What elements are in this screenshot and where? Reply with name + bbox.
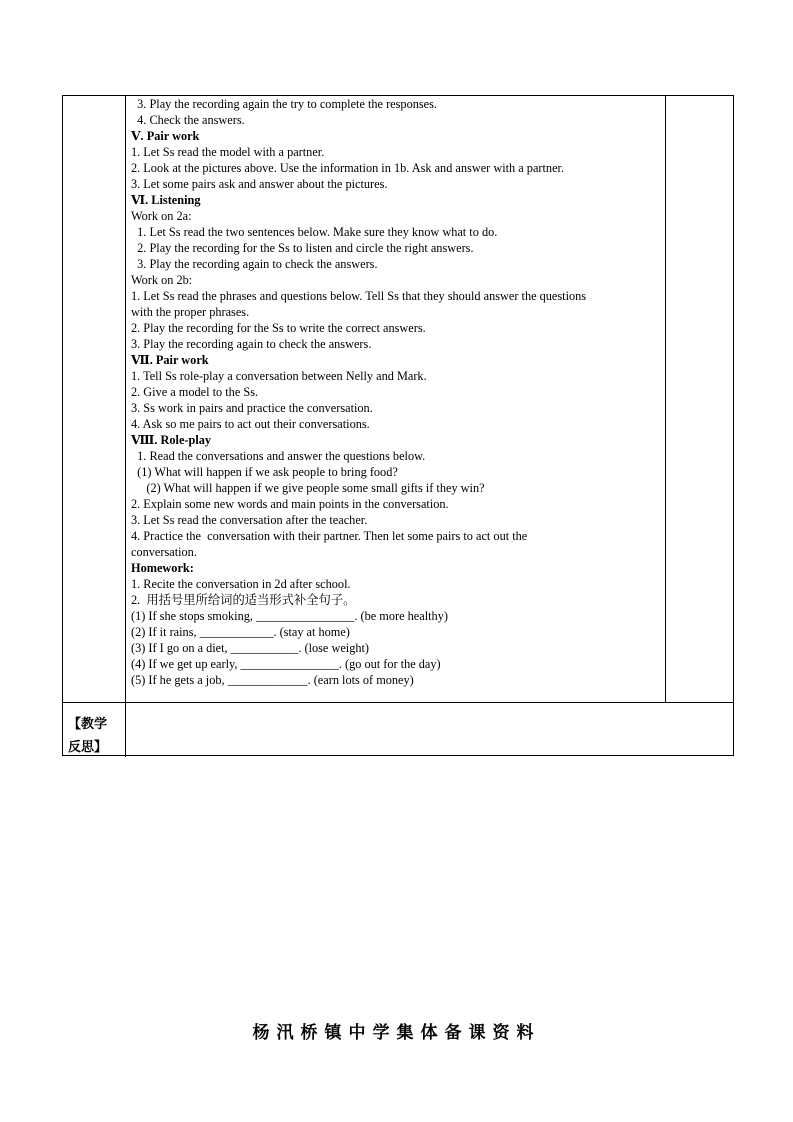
reflection-label-line1: 【教学 bbox=[68, 717, 108, 732]
lesson-line: conversation. bbox=[131, 545, 197, 559]
lesson-line: (3) If I go on a diet, ___________. (lose weight) bbox=[131, 641, 370, 655]
teaching-reflection-label bbox=[63, 703, 125, 757]
lesson-line: 1. Let Ss read the phrases and questions below. Tell Ss that they should answer the questions bbox=[131, 289, 587, 303]
lesson-line: 3. Ss work in pairs and practice the conversation. bbox=[131, 401, 373, 415]
lesson-line: with the proper phrases. bbox=[131, 305, 250, 319]
lesson-line: Ⅵ. Listening bbox=[131, 193, 201, 207]
lesson-plan-table bbox=[62, 95, 734, 756]
column-divider-left bbox=[125, 96, 126, 757]
lesson-steps bbox=[131, 96, 665, 688]
row-divider bbox=[63, 702, 733, 703]
lesson-line: 1. Let Ss read the two sentences below. Make sure they know what to do. bbox=[131, 225, 498, 239]
lesson-line: Ⅷ. Role-play bbox=[131, 433, 212, 447]
column-divider-right bbox=[665, 96, 666, 703]
lesson-line: (1) What will happen if we ask people to bring food? bbox=[131, 465, 398, 479]
lesson-line: 4. Check the answers. bbox=[131, 113, 245, 127]
lesson-line: 4. Practice the conversation with their partner. Then let some pairs to act out the bbox=[131, 529, 528, 543]
lesson-line: 1. Let Ss read the model with a partner. bbox=[131, 145, 325, 159]
lesson-line: 3. Let Ss read the conversation after the teacher. bbox=[131, 513, 368, 527]
lesson-line: (5) If he gets a job, _____________. (earn lots of money) bbox=[131, 673, 414, 687]
lesson-line: (2) What will happen if we give people some small gifts if they win? bbox=[131, 481, 485, 495]
lesson-line: 3. Play the recording again the try to complete the responses. bbox=[131, 97, 437, 111]
lesson-line: 1. Read the conversations and answer the questions below. bbox=[131, 449, 426, 463]
reflection-label-line2: 反思】 bbox=[68, 740, 108, 755]
lesson-line: 2. Explain some new words and main points in the conversation. bbox=[131, 497, 449, 511]
page-footer: 杨汛桥镇中学集体备课资料 bbox=[252, 1023, 541, 1043]
lesson-line: 1. Recite the conversation in 2d after school. bbox=[131, 577, 351, 591]
lesson-line: Ⅴ. Pair work bbox=[131, 129, 200, 143]
lesson-line: 3. Play the recording again to check the answers. bbox=[131, 337, 372, 351]
lesson-line: 4. Ask so me pairs to act out their conversations. bbox=[131, 417, 370, 431]
lesson-line: 1. Tell Ss role-play a conversation between Nelly and Mark. bbox=[131, 369, 427, 383]
lesson-line: 2. Play the recording for the Ss to write the correct answers. bbox=[131, 321, 426, 335]
lesson-line: (1) If she stops smoking, ________________. (be more healthy) bbox=[131, 609, 448, 623]
lesson-line: 2. Look at the pictures above. Use the information in 1b. Ask and answer with a partner. bbox=[131, 161, 565, 175]
lesson-line: (4) If we get up early, ________________. (go out for the day) bbox=[131, 657, 441, 671]
lesson-line: 2. 用括号里所给词的适当形式补全句子。 bbox=[131, 593, 356, 607]
lesson-line: Work on 2a: bbox=[131, 209, 192, 223]
lesson-line: 3. Let some pairs ask and answer about the pictures. bbox=[131, 177, 388, 191]
lesson-line: 2. Play the recording for the Ss to listen and circle the right answers. bbox=[131, 241, 474, 255]
lesson-line: Homework: bbox=[131, 561, 194, 575]
lesson-line: (2) If it rains, ____________. (stay at home) bbox=[131, 625, 350, 639]
lesson-line: 3. Play the recording again to check the answers. bbox=[131, 257, 378, 271]
lesson-line: Ⅶ. Pair work bbox=[131, 353, 209, 367]
lesson-line: 2. Give a model to the Ss. bbox=[131, 385, 259, 399]
lesson-line: Work on 2b: bbox=[131, 273, 193, 287]
